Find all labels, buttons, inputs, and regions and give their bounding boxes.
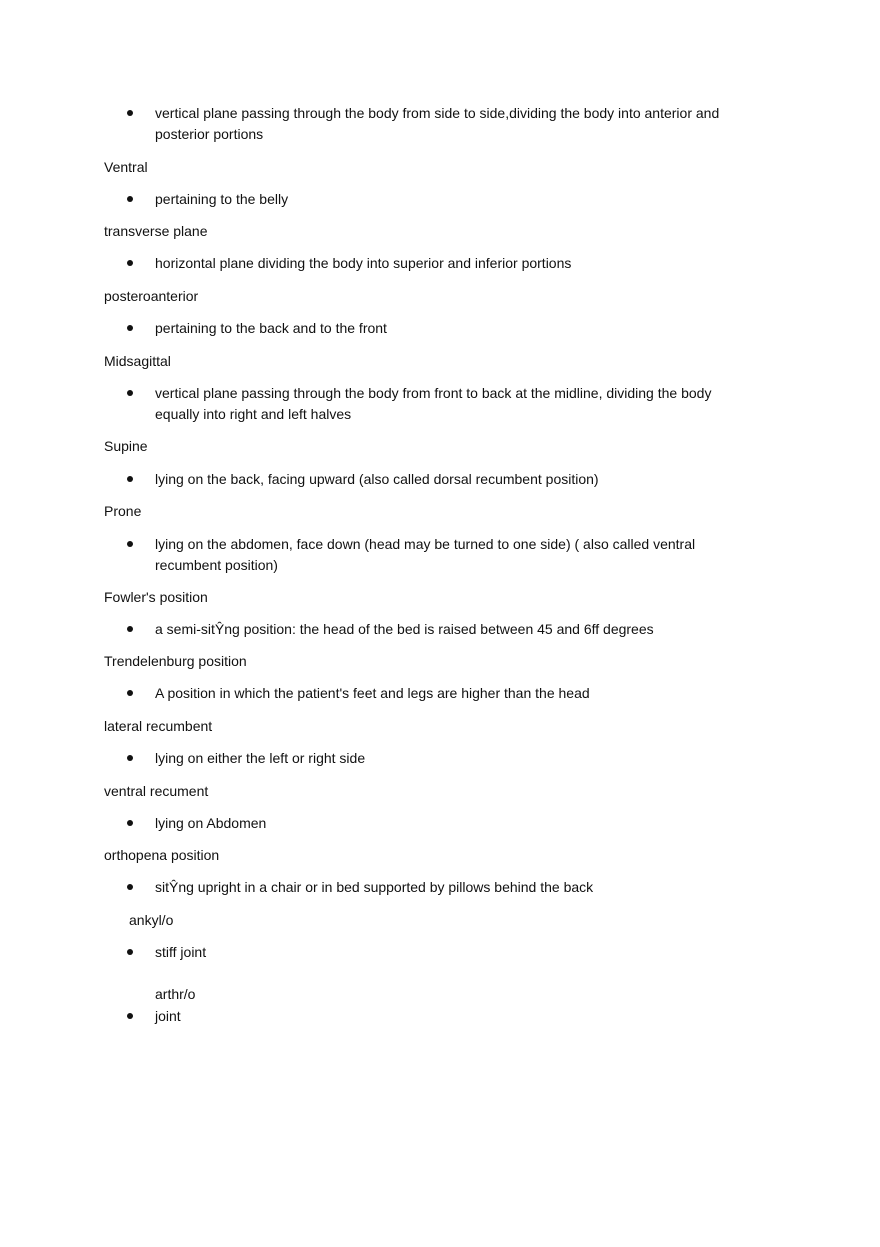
- definition-text: lying on either the left or right side: [155, 750, 366, 766]
- definition-text: pertaining to the back and to the front: [155, 320, 387, 336]
- bullet-icon: [127, 626, 133, 632]
- term-heading: Supine: [104, 438, 148, 454]
- term-heading: arthr/o: [155, 986, 196, 1002]
- bullet-icon: [127, 1013, 133, 1019]
- definition-text: vertical plane passing through the body from front to back at the midline, dividing the body equally into right and left halves: [155, 385, 712, 422]
- bullet-icon: [127, 196, 133, 202]
- term-heading: lateral recumbent: [104, 718, 213, 734]
- term-heading: Prone: [104, 503, 142, 519]
- definition-text: a semi-sitŶng position: the head of the bed is raised between 45 and 6ff degrees: [155, 621, 654, 637]
- bullet-icon: [127, 949, 133, 955]
- definition-text: horizontal plane dividing the body into superior and inferior portions: [155, 255, 572, 271]
- bullet-icon: [127, 325, 133, 331]
- definition-text: A position in which the patient's feet and legs are higher than the head: [155, 685, 590, 701]
- definition-text: joint: [155, 1008, 181, 1024]
- bullet-icon: [127, 541, 133, 547]
- bullet-icon: [127, 476, 133, 482]
- definition-text: pertaining to the belly: [155, 191, 289, 207]
- bullet-icon: [127, 690, 133, 696]
- bullet-icon: [127, 755, 133, 761]
- term-heading: Midsagittal: [104, 353, 171, 369]
- term-heading: ventral recument: [104, 783, 209, 799]
- definition-text: lying on the back, facing upward (also called dorsal recumbent position): [155, 471, 599, 487]
- term-heading: orthopena position: [104, 847, 220, 863]
- term-heading: ankyl/o: [129, 912, 174, 928]
- term-heading: posteroanterior: [104, 288, 199, 304]
- term-heading: Ventral: [104, 159, 148, 175]
- bullet-icon: [127, 820, 133, 826]
- definition-text: lying on Abdomen: [155, 815, 267, 831]
- term-heading: Fowler's position: [104, 589, 208, 605]
- term-heading: Trendelenburg position: [104, 653, 247, 669]
- definition-text: lying on the abdomen, face down (head may be turned to one side) ( also called ventral recumbent position): [155, 536, 696, 573]
- bullet-icon: [127, 390, 133, 396]
- definition-text: vertical plane passing through the body from side to side,dividing the body into anterior and posterior portions: [155, 105, 720, 142]
- definition-text: sitŶng upright in a chair or in bed supported by pillows behind the back: [155, 879, 594, 895]
- definition-text: stiff joint: [155, 944, 207, 960]
- term-heading: transverse plane: [104, 223, 208, 239]
- bullet-icon: [127, 260, 133, 266]
- bullet-icon: [127, 884, 133, 890]
- bullet-icon: [127, 110, 133, 116]
